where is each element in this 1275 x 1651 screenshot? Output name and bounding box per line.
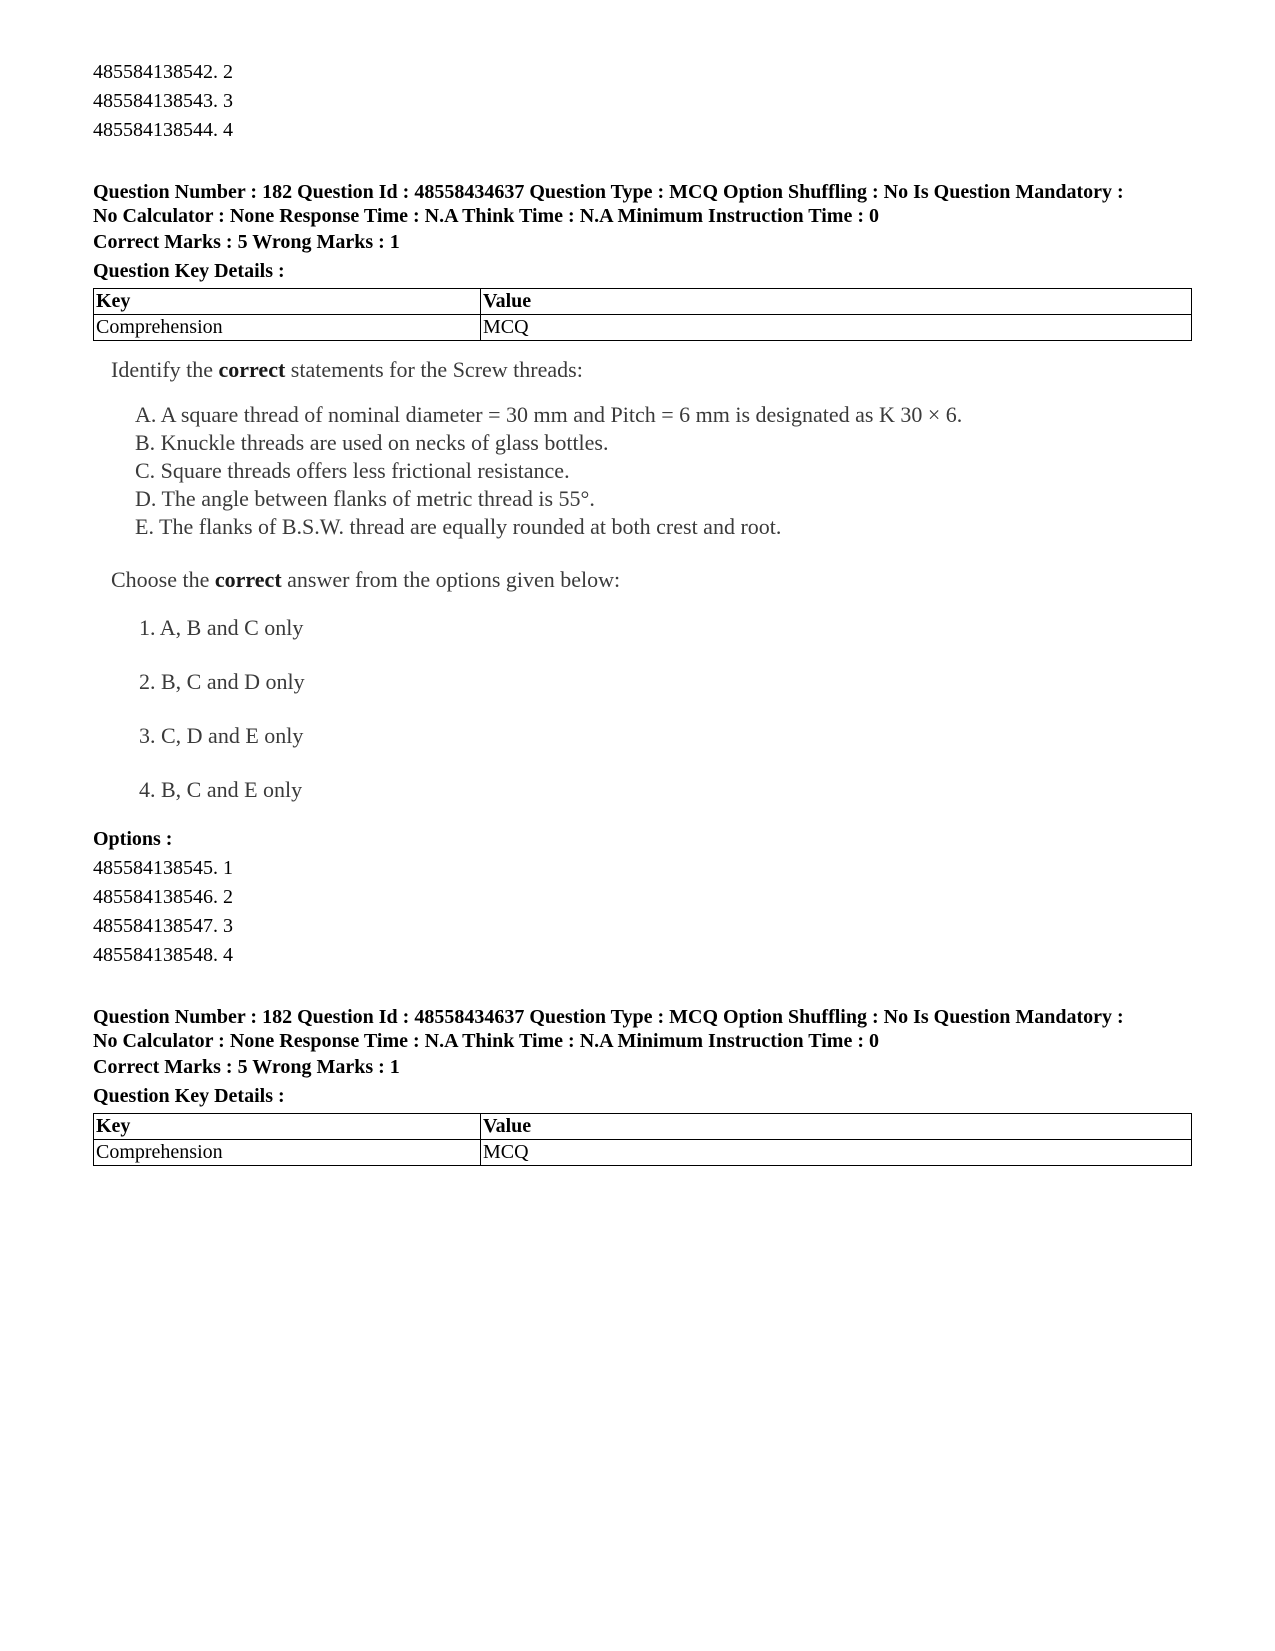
options-list <box>93 854 1193 970</box>
question-header <box>93 180 1193 228</box>
question-header-line1: Question Number : 182 Question Id : 48558434637 Question Type : MCQ Option Shuffling : No Is Question Mandatory : <box>93 1006 1124 1028</box>
statement-item: A. A square thread of nominal diameter = 30 mm and Pitch = 6 mm is designated as K 30 × 6. <box>135 402 963 427</box>
previous-options-list <box>93 58 1193 145</box>
question-image <box>111 355 1051 805</box>
document-page <box>93 58 1193 1166</box>
statement-item: C. Square threads offers less frictional resistance. <box>135 458 570 483</box>
table-row <box>94 315 1192 341</box>
choose-instruction: Choose the correct answer from the options given below: <box>111 567 621 592</box>
option-item: 485584138542. 2 <box>93 61 233 83</box>
statement-item: E. The flanks of B.S.W. thread are equally rounded at both crest and root. <box>135 514 782 539</box>
question-key-table <box>93 288 1192 341</box>
table-header-row <box>94 289 1192 315</box>
table-cell-value: MCQ <box>481 315 1192 341</box>
answer-choices <box>139 613 1051 805</box>
option-item: 485584138547. 3 <box>93 915 233 937</box>
option-item: 485584138548. 4 <box>93 944 233 966</box>
table-cell-key: Comprehension <box>94 1140 481 1166</box>
answer-choice: 2. B, C and D only <box>139 669 305 694</box>
question-key-details-label: Question Key Details : <box>93 260 285 282</box>
statement-item: D. The angle between flanks of metric thread is 55°. <box>135 486 595 511</box>
table-header-value: Value <box>481 1114 1192 1140</box>
option-item: 485584138543. 3 <box>93 90 233 112</box>
question-header-line2: No Calculator : None Response Time : N.A Think Time : N.A Minimum Instruction Time : 0 <box>93 1030 879 1052</box>
question-marks: Correct Marks : 5 Wrong Marks : 1 <box>93 1056 400 1078</box>
question-marks: Correct Marks : 5 Wrong Marks : 1 <box>93 231 400 253</box>
statement-list <box>135 401 1051 541</box>
question-header <box>93 1005 1193 1053</box>
table-header-key: Key <box>94 1114 481 1140</box>
answer-choice: 4. B, C and E only <box>139 777 303 802</box>
option-item: 485584138546. 2 <box>93 886 233 908</box>
table-header-value: Value <box>481 289 1192 315</box>
options-label: Options : <box>93 828 173 850</box>
option-item: 485584138544. 4 <box>93 119 233 141</box>
answer-choice: 3. C, D and E only <box>139 723 304 748</box>
table-cell-value: MCQ <box>481 1140 1192 1166</box>
question-header-line1: Question Number : 182 Question Id : 48558434637 Question Type : MCQ Option Shuffling : No Is Question Mandatory : <box>93 181 1124 203</box>
table-header-key: Key <box>94 289 481 315</box>
question-key-table <box>93 1113 1192 1166</box>
question-key-details-label: Question Key Details : <box>93 1085 285 1107</box>
question-header-line2: No Calculator : None Response Time : N.A Think Time : N.A Minimum Instruction Time : 0 <box>93 205 879 227</box>
table-row <box>94 1140 1192 1166</box>
table-header-row <box>94 1114 1192 1140</box>
option-item: 485584138545. 1 <box>93 857 233 879</box>
table-cell-key: Comprehension <box>94 315 481 341</box>
answer-choice: 1. A, B and C only <box>139 615 304 640</box>
question-stem: Identify the correct statements for the Screw threads: <box>111 357 583 382</box>
statement-item: B. Knuckle threads are used on necks of glass bottles. <box>135 430 609 455</box>
